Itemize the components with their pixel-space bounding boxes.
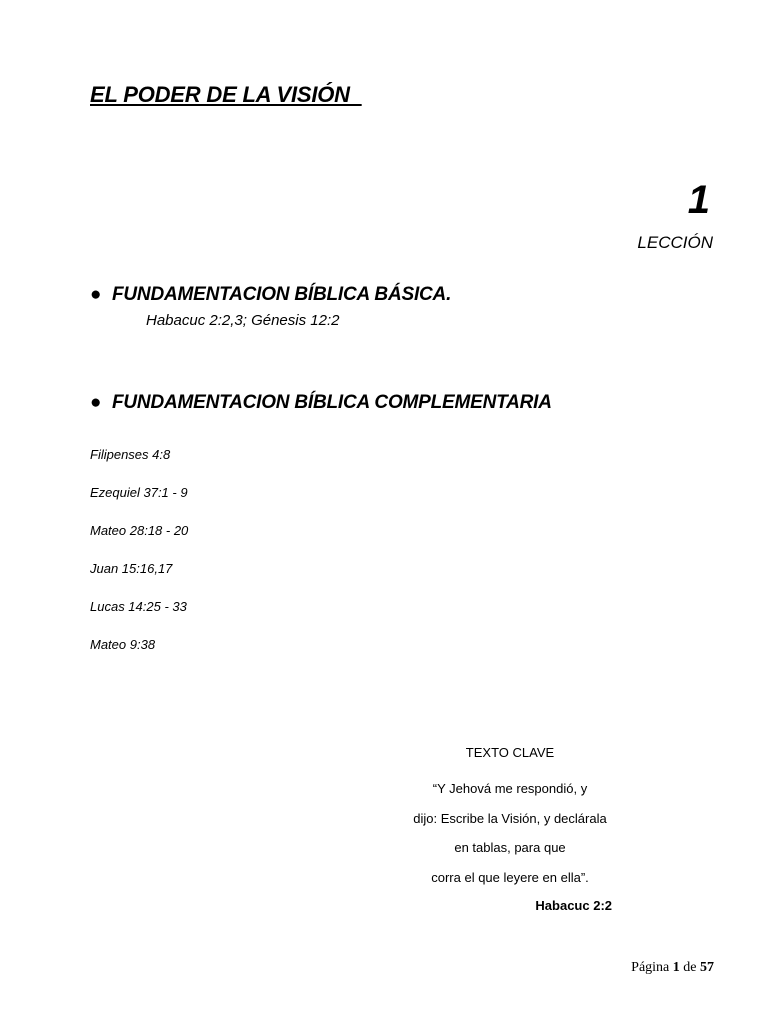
list-item: Ezequiel 37:1 - 9 <box>90 485 188 500</box>
key-text-title: TEXTO CLAVE <box>465 745 555 760</box>
section-heading-basic-text: FUNDAMENTACION BÍBLICA BÁSICA. <box>112 284 452 305</box>
total-pages-number: 57 <box>700 960 714 975</box>
basic-references: Habacuc 2:2,3; Génesis 12:2 <box>146 312 340 329</box>
section-heading-complementary <box>90 392 552 414</box>
list-item: Filipenses 4:8 <box>90 447 171 462</box>
section-heading-complementary-text: FUNDAMENTACION BÍBLICA COMPLEMENTARIA <box>112 392 552 413</box>
bullet-icon: ● <box>90 284 102 305</box>
page-footer <box>631 960 714 976</box>
document-title: EL PODER DE LA VISIÓN <box>90 82 362 107</box>
list-item: Mateo 28:18 - 20 <box>90 523 189 538</box>
key-text-source: Habacuc 2:2 <box>535 898 612 910</box>
list-item: Mateo 9:38 <box>90 637 156 652</box>
current-page-number: 1 <box>672 960 680 975</box>
key-text-box <box>400 745 620 910</box>
bullet-icon: ● <box>90 392 102 413</box>
key-text-line: en tablas, para que <box>454 840 566 855</box>
list-item: Lucas 14:25 - 33 <box>90 599 187 614</box>
lesson-number: 1 <box>687 178 710 222</box>
key-text-line: dijo: Escribe la Visión, y declárala <box>413 810 607 826</box>
lesson-label: LECCIÓN <box>637 233 713 252</box>
page-word: Página <box>631 960 670 975</box>
list-item: Juan 15:16,17 <box>90 561 173 576</box>
complementary-reference-list <box>90 446 188 674</box>
of-word: de <box>683 960 697 975</box>
section-heading-basic <box>90 284 451 306</box>
key-text-line: corra el que leyere en ella”. <box>431 869 589 885</box>
key-text-line: “Y Jehová me respondió, y <box>432 781 588 796</box>
